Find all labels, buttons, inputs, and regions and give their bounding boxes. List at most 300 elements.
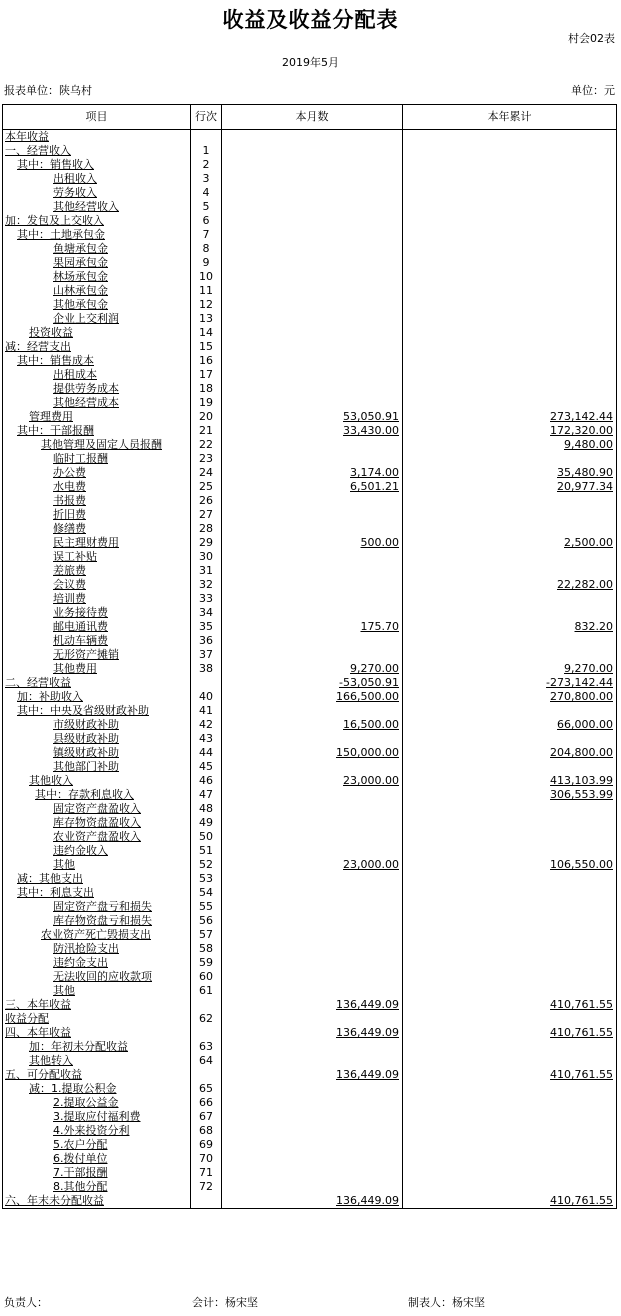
row-month	[222, 172, 403, 186]
row-item	[3, 158, 191, 172]
row-month-text: 9,270.00	[350, 662, 399, 675]
table-body	[3, 130, 617, 1209]
table-row	[3, 1040, 617, 1054]
report-title: 收益及收益分配表	[222, 8, 399, 32]
table-row	[3, 130, 617, 145]
row-year-text: 20,977.34	[557, 480, 613, 493]
row-line-text: 37	[199, 648, 213, 661]
row-line-text: 51	[199, 844, 213, 857]
row-item-text: 库存物资盘盈收入	[53, 816, 141, 829]
row-line	[191, 928, 222, 942]
row-year	[403, 1110, 617, 1124]
row-line	[191, 550, 222, 564]
row-item-text: 收益分配	[5, 1012, 49, 1025]
row-item-text: 其他管理及固定人员报酬	[41, 438, 162, 451]
row-month	[222, 494, 403, 508]
table-row	[3, 872, 617, 886]
row-year	[403, 382, 617, 396]
row-year	[403, 704, 617, 718]
row-line-text: 71	[199, 1166, 213, 1179]
row-month	[222, 858, 403, 872]
row-item-text: 其中：干部报酬	[17, 424, 94, 437]
row-item	[3, 354, 191, 368]
row-line	[191, 466, 222, 480]
row-line-text: 43	[199, 732, 213, 745]
table-row	[3, 452, 617, 466]
row-month	[222, 788, 403, 802]
row-item-text: 折旧费	[53, 508, 86, 521]
row-year-text: 9,270.00	[564, 662, 613, 675]
row-item-text: 其中：中央及省级财政补助	[17, 704, 149, 717]
table-row	[3, 326, 617, 340]
row-year-text: 410,761.55	[550, 1068, 613, 1081]
row-month-text: 16,500.00	[343, 718, 399, 731]
row-item-text: 加：发包及上交收入	[5, 214, 104, 227]
row-line	[191, 1040, 222, 1054]
row-month	[222, 886, 403, 900]
row-item	[3, 466, 191, 480]
row-line-text: 23	[199, 452, 213, 465]
row-month	[222, 466, 403, 480]
row-item	[3, 410, 191, 424]
row-item-text: 减：经营支出	[5, 340, 71, 353]
row-item-text: 六、年末未分配收益	[5, 1194, 104, 1207]
row-item-text: 机动车辆费	[53, 634, 108, 647]
row-item-text: 其中：销售成本	[17, 354, 94, 367]
row-line	[191, 522, 222, 536]
row-item	[3, 592, 191, 606]
row-year	[403, 270, 617, 284]
row-month-text: 136,449.09	[336, 1026, 399, 1039]
row-item-text: 其他转入	[29, 1054, 73, 1067]
table-row	[3, 550, 617, 564]
row-month	[222, 1166, 403, 1180]
table-row	[3, 1152, 617, 1166]
row-year	[403, 1152, 617, 1166]
row-line-text: 48	[199, 802, 213, 815]
row-line	[191, 592, 222, 606]
row-line	[191, 662, 222, 676]
row-month	[222, 1082, 403, 1096]
row-month	[222, 1138, 403, 1152]
row-line	[191, 1012, 222, 1026]
row-line	[191, 746, 222, 760]
table-row	[3, 242, 617, 256]
row-line	[191, 1194, 222, 1209]
row-line-text: 6	[202, 214, 210, 227]
table-row	[3, 256, 617, 270]
row-item-text: 修缮费	[53, 522, 86, 535]
table-row	[3, 718, 617, 732]
table-row	[3, 466, 617, 480]
row-year	[403, 1026, 617, 1040]
table-row	[3, 536, 617, 550]
table-row	[3, 410, 617, 424]
table-row	[3, 998, 617, 1012]
row-year-text: 35,480.90	[557, 466, 613, 479]
row-month-text: 23,000.00	[343, 858, 399, 871]
row-item-text: 邮电通讯费	[53, 620, 108, 633]
row-line	[191, 438, 222, 452]
row-year	[403, 648, 617, 662]
row-item	[3, 956, 191, 970]
row-line-text: 15	[199, 340, 213, 353]
row-line-text: 44	[199, 746, 213, 759]
row-year-text: 204,800.00	[550, 746, 613, 759]
row-line-text: 58	[199, 942, 213, 955]
row-month	[222, 732, 403, 746]
row-item	[3, 1152, 191, 1166]
row-year	[403, 256, 617, 270]
table-row	[3, 340, 617, 354]
row-line	[191, 606, 222, 620]
row-month	[222, 606, 403, 620]
row-item-text: 其他费用	[53, 662, 97, 675]
row-line	[191, 900, 222, 914]
row-line-text: 45	[199, 760, 213, 773]
table-row	[3, 1026, 617, 1040]
row-month	[222, 354, 403, 368]
row-item-text: 无法收回的应收款项	[53, 970, 152, 983]
row-month	[222, 396, 403, 410]
row-year	[403, 172, 617, 186]
table-row	[3, 172, 617, 186]
row-line-text: 46	[199, 774, 213, 787]
row-year	[403, 676, 617, 690]
row-line-text: 22	[199, 438, 213, 451]
row-line-text: 24	[199, 466, 213, 479]
row-year-text: 106,550.00	[550, 858, 613, 871]
row-month	[222, 382, 403, 396]
row-line	[191, 368, 222, 382]
row-item	[3, 1012, 191, 1026]
row-line-text: 66	[199, 1096, 213, 1109]
row-line	[191, 1166, 222, 1180]
row-year	[403, 396, 617, 410]
row-year	[403, 452, 617, 466]
col-header-month: 本月数	[222, 105, 403, 130]
row-year-text: 273,142.44	[550, 410, 613, 423]
row-month	[222, 536, 403, 550]
row-item	[3, 816, 191, 830]
row-item	[3, 564, 191, 578]
row-month	[222, 1054, 403, 1068]
row-year	[403, 606, 617, 620]
row-month	[222, 438, 403, 452]
row-item	[3, 312, 191, 326]
row-month	[222, 844, 403, 858]
row-month	[222, 592, 403, 606]
row-line	[191, 1152, 222, 1166]
row-line	[191, 732, 222, 746]
row-line	[191, 480, 222, 494]
row-year	[403, 284, 617, 298]
row-line-text: 1	[202, 144, 210, 157]
table-row	[3, 844, 617, 858]
row-month	[222, 550, 403, 564]
table-row	[3, 620, 617, 634]
row-line	[191, 1082, 222, 1096]
row-line	[191, 144, 222, 158]
row-item	[3, 998, 191, 1012]
table-row	[3, 928, 617, 942]
row-line	[191, 816, 222, 830]
row-line	[191, 382, 222, 396]
row-item-text: 其中：利息支出	[17, 886, 94, 899]
row-line	[191, 158, 222, 172]
row-item	[3, 424, 191, 438]
row-month	[222, 802, 403, 816]
row-item	[3, 872, 191, 886]
row-line-text: 27	[199, 508, 213, 521]
row-year	[403, 578, 617, 592]
row-line-text: 25	[199, 480, 213, 493]
row-item-text: 办公费	[53, 466, 86, 479]
row-line-text: 67	[199, 1110, 213, 1123]
row-year	[403, 214, 617, 228]
row-line	[191, 1124, 222, 1138]
row-month	[222, 1026, 403, 1040]
row-line-text: 72	[199, 1180, 213, 1193]
table-row	[3, 732, 617, 746]
row-year	[403, 1040, 617, 1054]
table-row	[3, 1054, 617, 1068]
row-line	[191, 774, 222, 788]
table-row	[3, 480, 617, 494]
row-line	[191, 914, 222, 928]
row-year	[403, 1124, 617, 1138]
row-year	[403, 326, 617, 340]
row-line-text: 10	[199, 270, 213, 283]
row-line	[191, 284, 222, 298]
row-item-text: 误工补贴	[53, 550, 97, 563]
row-item-text: 减：其他支出	[17, 872, 83, 885]
table-row	[3, 592, 617, 606]
row-month	[222, 200, 403, 214]
row-line-text: 52	[199, 858, 213, 871]
table-row	[3, 186, 617, 200]
row-month	[222, 312, 403, 326]
row-item	[3, 480, 191, 494]
row-year	[403, 228, 617, 242]
row-year	[403, 200, 617, 214]
row-line	[191, 326, 222, 340]
row-line	[191, 354, 222, 368]
row-line-text: 26	[199, 494, 213, 507]
row-line-text: 28	[199, 522, 213, 535]
table-row	[3, 1194, 617, 1209]
row-item-text: 2.提取公益金	[53, 1096, 119, 1109]
row-line	[191, 228, 222, 242]
footer-accountant: 会计：杨宋坚	[192, 1296, 258, 1309]
row-year	[403, 900, 617, 914]
row-line-text: 9	[202, 256, 210, 269]
row-line	[191, 970, 222, 984]
row-item-text: 五、可分配收益	[5, 1068, 82, 1081]
row-year	[403, 536, 617, 550]
row-item	[3, 284, 191, 298]
row-month	[222, 900, 403, 914]
row-year	[403, 984, 617, 998]
row-year	[403, 186, 617, 200]
row-month	[222, 872, 403, 886]
row-item-text: 防汛抢险支出	[53, 942, 119, 955]
table-row	[3, 1082, 617, 1096]
table-row	[3, 284, 617, 298]
row-item	[3, 844, 191, 858]
row-month-text: 33,430.00	[343, 424, 399, 437]
table-row	[3, 1138, 617, 1152]
row-line	[191, 690, 222, 704]
row-month	[222, 1012, 403, 1026]
row-item	[3, 732, 191, 746]
row-line-text: 29	[199, 536, 213, 549]
row-line	[191, 494, 222, 508]
row-line-text: 50	[199, 830, 213, 843]
row-year	[403, 480, 617, 494]
row-item	[3, 340, 191, 354]
row-year	[403, 788, 617, 802]
row-year	[403, 1194, 617, 1209]
table-row	[3, 788, 617, 802]
row-line	[191, 564, 222, 578]
table-row	[3, 648, 617, 662]
row-month	[222, 508, 403, 522]
row-year	[403, 550, 617, 564]
row-item-text: 减：1.提取公积金	[29, 1082, 117, 1095]
row-line-text: 53	[199, 872, 213, 885]
row-line	[191, 704, 222, 718]
row-item-text: 8.其他分配	[53, 1180, 108, 1193]
row-year-text: 22,282.00	[557, 578, 613, 591]
table-row	[3, 942, 617, 956]
row-year	[403, 914, 617, 928]
form-code: 村会02表	[568, 32, 615, 45]
row-item	[3, 368, 191, 382]
row-year	[403, 816, 617, 830]
row-item	[3, 634, 191, 648]
row-year	[403, 760, 617, 774]
row-item-text: 无形资产摊销	[53, 648, 119, 661]
table-row	[3, 606, 617, 620]
row-month	[222, 984, 403, 998]
row-item	[3, 186, 191, 200]
row-year	[403, 1054, 617, 1068]
row-item-text: 农业资产盘盈收入	[53, 830, 141, 843]
row-year	[403, 690, 617, 704]
row-year	[403, 970, 617, 984]
row-month	[222, 830, 403, 844]
row-line-text: 41	[199, 704, 213, 717]
row-line-text: 8	[202, 242, 210, 255]
row-month	[222, 522, 403, 536]
table-row	[3, 382, 617, 396]
row-item	[3, 326, 191, 340]
row-item	[3, 1166, 191, 1180]
row-item	[3, 690, 191, 704]
row-item-text: 其他经营成本	[53, 396, 119, 409]
row-item-text: 会议费	[53, 578, 86, 591]
row-item	[3, 1068, 191, 1082]
row-line	[191, 508, 222, 522]
row-item	[3, 1180, 191, 1194]
table-row	[3, 1012, 617, 1026]
row-month	[222, 270, 403, 284]
row-year	[403, 942, 617, 956]
table-row	[3, 1124, 617, 1138]
row-month	[222, 662, 403, 676]
row-line	[191, 270, 222, 284]
row-line	[191, 1026, 222, 1040]
row-item-text: 民主理财费用	[53, 536, 119, 549]
row-month	[222, 704, 403, 718]
row-line	[191, 998, 222, 1012]
row-year-text: 66,000.00	[557, 718, 613, 731]
table-row	[3, 298, 617, 312]
table-row	[3, 830, 617, 844]
row-line-text: 33	[199, 592, 213, 605]
table-row	[3, 802, 617, 816]
row-line-text: 57	[199, 928, 213, 941]
row-item-text: 劳务收入	[53, 186, 97, 199]
row-item-text: 其他收入	[29, 774, 73, 787]
row-line-text: 55	[199, 900, 213, 913]
row-year-text: 410,761.55	[550, 1194, 613, 1207]
row-month	[222, 718, 403, 732]
row-line	[191, 830, 222, 844]
row-item-text: 差旅费	[53, 564, 86, 577]
row-year	[403, 830, 617, 844]
row-item	[3, 550, 191, 564]
row-year	[403, 1096, 617, 1110]
row-month	[222, 774, 403, 788]
row-item	[3, 508, 191, 522]
table-header-row	[3, 105, 617, 130]
row-item	[3, 298, 191, 312]
row-line	[191, 1180, 222, 1194]
row-item-text: 违约金支出	[53, 956, 108, 969]
table-row	[3, 228, 617, 242]
row-line-text: 34	[199, 606, 213, 619]
row-item	[3, 228, 191, 242]
row-month	[222, 452, 403, 466]
row-item	[3, 396, 191, 410]
row-month	[222, 340, 403, 354]
row-month	[222, 648, 403, 662]
table-row	[3, 984, 617, 998]
row-year	[403, 144, 617, 158]
table-row	[3, 634, 617, 648]
row-month-text: 150,000.00	[336, 746, 399, 759]
row-year-text: 410,761.55	[550, 998, 613, 1011]
table-row	[3, 662, 617, 676]
table-row	[3, 676, 617, 690]
row-line-text: 21	[199, 424, 213, 437]
row-year	[403, 354, 617, 368]
row-item	[3, 214, 191, 228]
row-item	[3, 144, 191, 158]
row-line-text: 13	[199, 312, 213, 325]
row-item	[3, 1194, 191, 1209]
table-row	[3, 522, 617, 536]
row-month-text: 3,174.00	[350, 466, 399, 479]
row-line-text: 40	[199, 690, 213, 703]
table-row	[3, 438, 617, 452]
row-month	[222, 1068, 403, 1082]
row-line	[191, 130, 222, 145]
row-line	[191, 298, 222, 312]
row-item-text: 二、经营收益	[5, 676, 71, 689]
